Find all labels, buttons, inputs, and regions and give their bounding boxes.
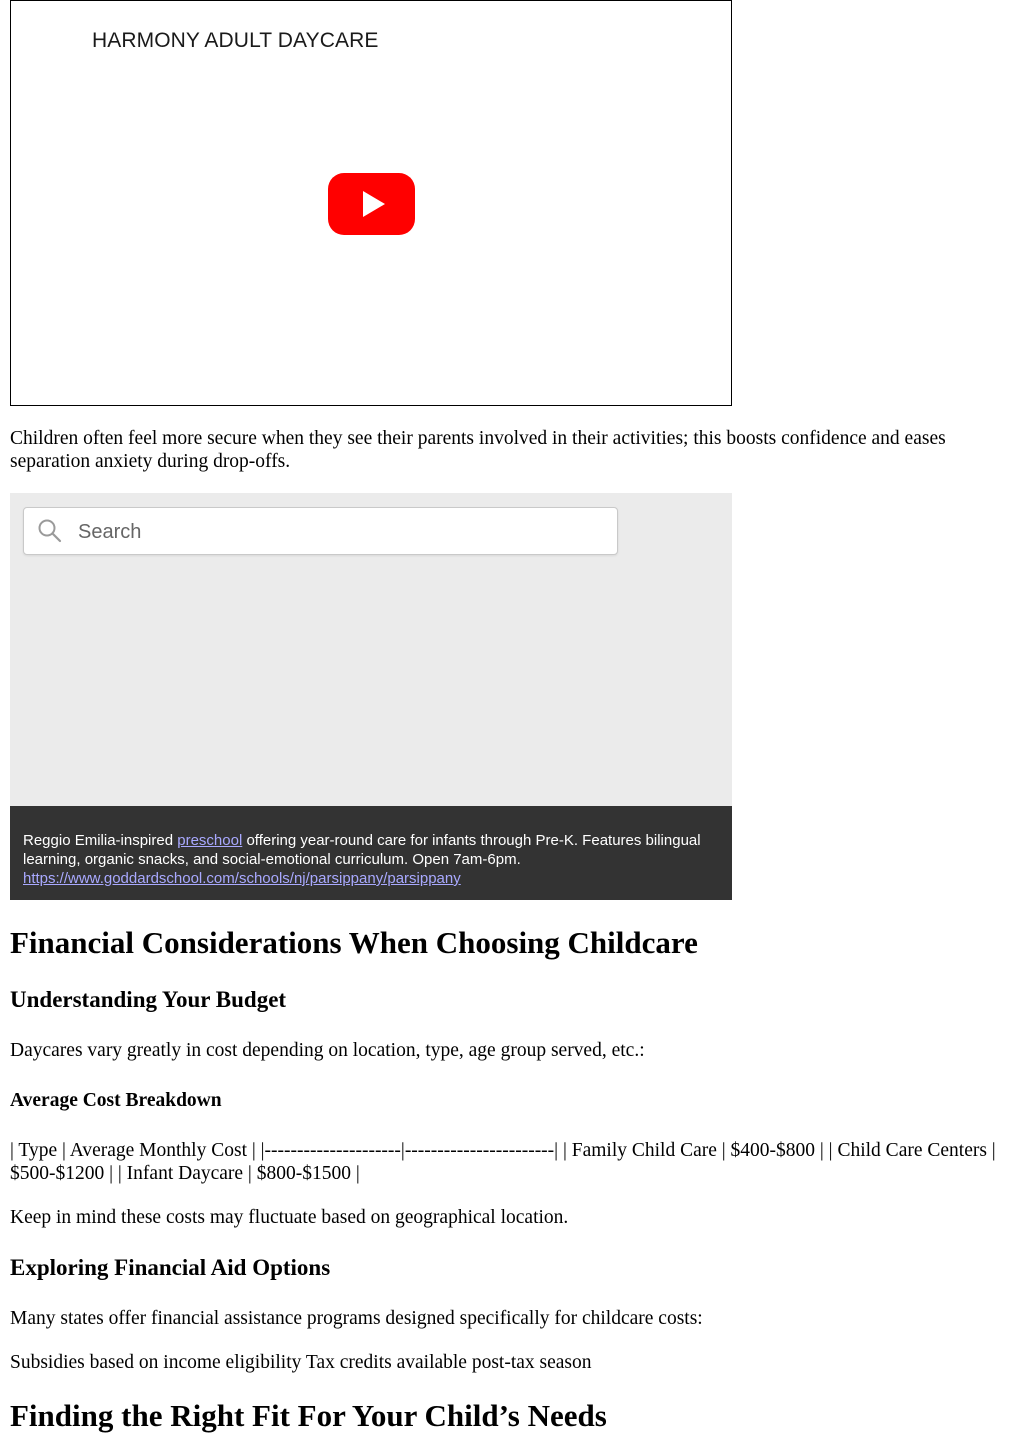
heading-average-cost: Average Cost Breakdown [10, 1090, 222, 1111]
fluctuate-paragraph: Keep in mind these costs may fluctuate based on geographical location. [10, 1207, 569, 1228]
heading-understanding-budget: Understanding Your Budget [10, 987, 287, 1012]
youtube-play-icon[interactable] [328, 173, 415, 235]
caption-description: offering year-round care for infants through Pre-K. Features bilingual learning, organic snacks, and social-emotional curriculum. Open 7am-6pm. [23, 832, 701, 868]
preschool-link[interactable]: preschool [177, 832, 243, 849]
video-embed[interactable] [10, 0, 732, 406]
heading-financial-aid: Exploring Financial Aid Options [10, 1255, 331, 1280]
cost-table-paragraph: | Type | Average Monthly Cost | |---------------------|-----------------------| | Family Child Care | $400-$800 | | Child Care Centers | $500-$1200 | | Infant Daycare | $800-$1500 | [10, 1140, 996, 1184]
school-url-link[interactable]: https://www.goddardschool.com/schools/nj/parsippany/parsippany [23, 870, 461, 887]
caption-prefix: Reggio Emilia-inspired [23, 832, 178, 849]
video-title: HARMONY ADULT DAYCARE [92, 29, 379, 52]
map-search-input[interactable] [76, 516, 600, 548]
map-search-box[interactable] [23, 507, 618, 555]
intro-paragraph: Children often feel more secure when they see their parents involved in their activities; this boosts confidence and eases separation anxiety during drop-offs. [10, 428, 946, 472]
subsidies-paragraph: Subsidies based on income eligibility Tax credits available post-tax season [10, 1352, 592, 1373]
budget-paragraph: Daycares vary greatly in cost depending on location, type, age group served, etc.: [10, 1040, 645, 1061]
play-triangle-icon [328, 173, 415, 235]
heading-financial-considerations: Financial Considerations When Choosing Childcare [10, 925, 698, 960]
map-embed[interactable] [10, 493, 732, 900]
search-icon [37, 518, 63, 544]
map-caption [10, 806, 732, 900]
aid-paragraph: Many states offer financial assistance programs designed specifically for childcare costs: [10, 1308, 703, 1329]
heading-right-fit: Finding the Right Fit For Your Child’s Needs [10, 1398, 607, 1433]
